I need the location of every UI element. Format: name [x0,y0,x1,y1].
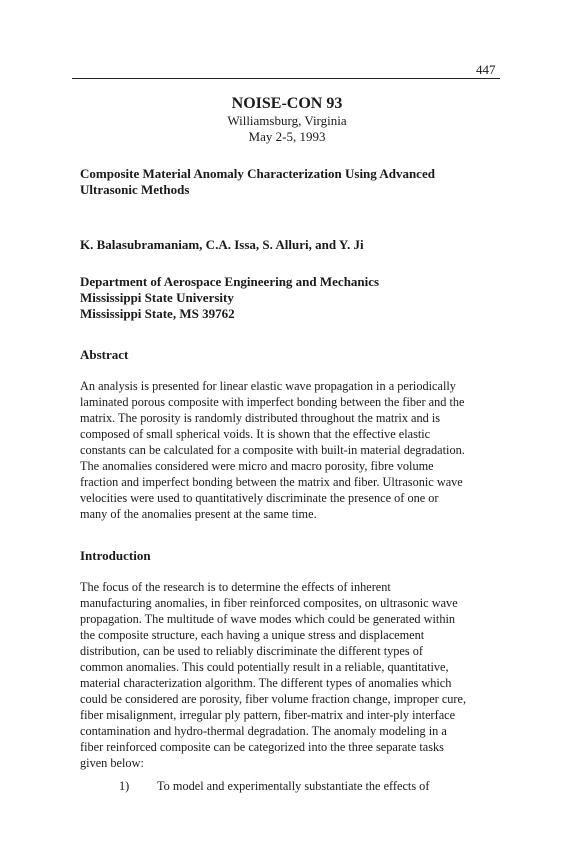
introduction-line: common anomalies. This could potentially result in a reliable, quantitative, [80,660,449,674]
abstract-heading: Abstract [80,347,129,362]
introduction-line: the composite structure, each having a unique stress and displacement [80,628,425,642]
abstract-line: velocities were used to quantitatively discriminate the presence of one or [80,491,439,505]
abstract-body [80,378,505,522]
conference-dates: May 2-5, 1993 [248,129,326,144]
introduction-line: propagation. The multitude of wave modes which could be generated within [80,612,456,626]
introduction-body [80,579,505,771]
affiliation-line: Mississippi State University [80,290,234,305]
list-item-number: 1) [119,779,130,793]
abstract-line: composed of small spherical voids. It is shown that the effective elastic [80,427,431,441]
introduction-line: fiber misalignment, irregular ply pattern, fiber-matrix and inter-ply interface [80,708,456,722]
title-line: Composite Material Anomaly Characterization Using Advanced [80,166,435,181]
affiliation-line: Mississippi State, MS 39762 [80,306,235,321]
conference-name: NOISE-CON 93 [231,95,343,112]
conference-location: Williamsburg, Virginia [227,113,347,128]
abstract-line: The anomalies considered were micro and macro porosity, fibre volume [80,459,434,473]
abstract-line: An analysis is presented for linear elastic wave propagation in a periodically [80,379,456,393]
conference-header [0,94,574,145]
introduction-line: fiber reinforced composite can be categorized into the three separate tasks [80,740,444,754]
header-rule [72,78,500,79]
abstract-line: fraction and imperfect bonding between the matrix and fiber. Ultrasonic wave [80,475,463,489]
authors: K. Balasubramaniam, C.A. Issa, S. Alluri, and Y. Ji [80,237,364,252]
paper-title [80,166,500,198]
introduction-line: material characterization algorithm. The different types of anomalies which [80,676,452,690]
introduction-line: distribution, can be used to reliably discriminate the different types of [80,644,423,658]
abstract-line: many of the anomalies present at the same time. [80,507,317,521]
introduction-line: contamination and hydro-thermal degradation. The anomaly modeling in a [80,724,447,738]
introduction-line: manufacturing anomalies, in fiber reinforced composites, on ultrasonic wave [80,596,458,610]
introduction-line: given below: [80,756,144,770]
introduction-line: could be considered are porosity, fiber volume fraction change, improper cure, [80,692,467,706]
affiliation [80,274,379,322]
list-item-text: To model and experimentally substantiate the effects of [157,779,430,793]
abstract-line: constants can be calculated for a composite with built-in material degradation. [80,443,465,457]
page-number: 447 [476,62,496,77]
title-line: Ultrasonic Methods [80,182,190,197]
introduction-line: The focus of the research is to determine the effects of inherent [80,580,391,594]
abstract-line: laminated porous composite with imperfect bonding between the fiber and the [80,395,465,409]
affiliation-line: Department of Aerospace Engineering and Mechanics [80,274,380,289]
introduction-heading: Introduction [80,548,151,563]
abstract-line: matrix. The porosity is randomly distributed throughout the matrix and is [80,411,441,425]
